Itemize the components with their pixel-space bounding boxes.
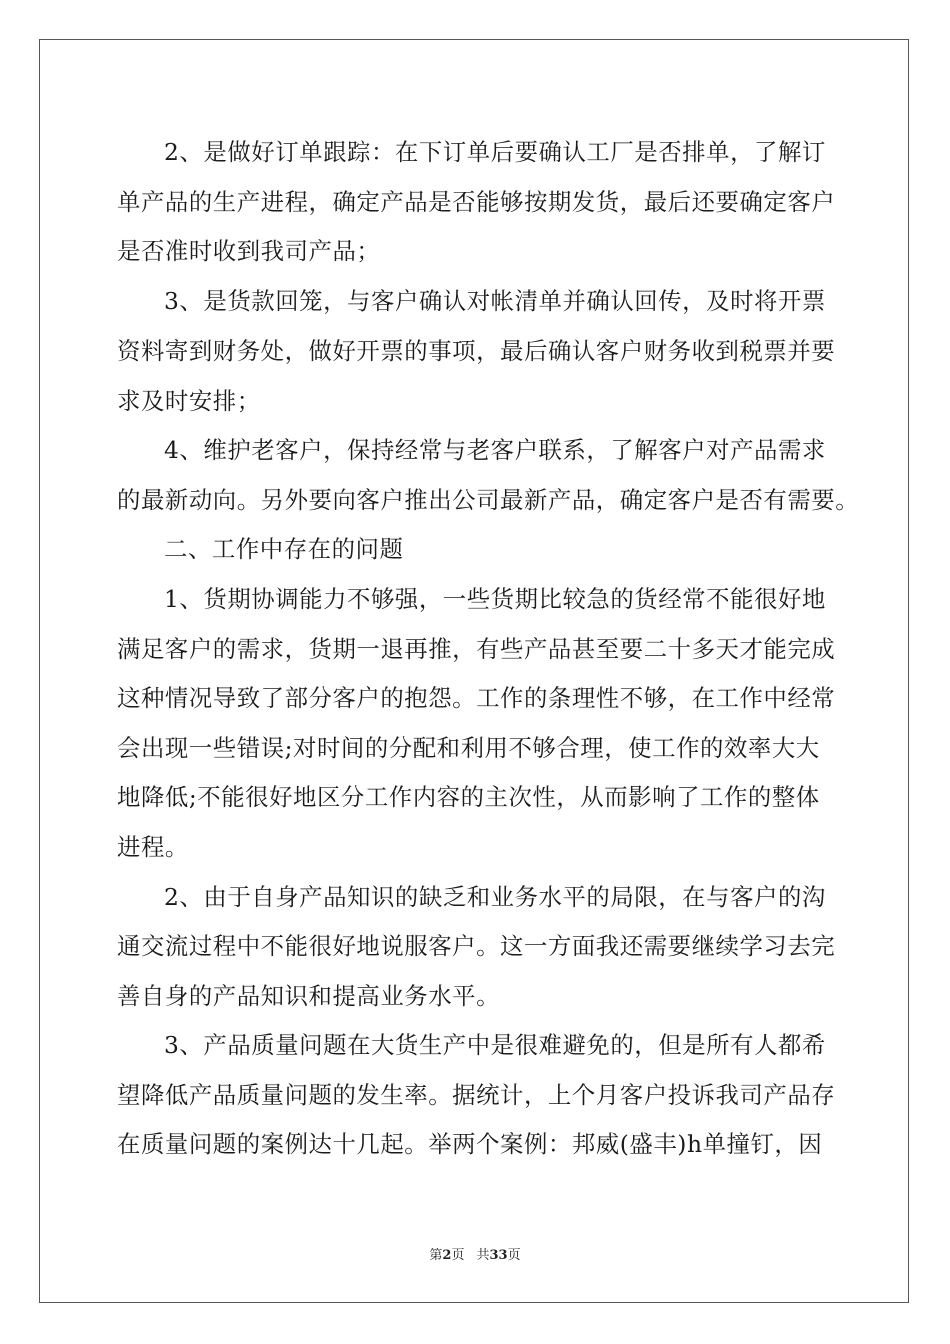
text-line: 进程。 bbox=[117, 833, 189, 861]
text-line: 在质量问题的案例达十几起。举两个案例：邦威(盛丰)h单撞钉，因 bbox=[117, 1130, 823, 1158]
text-line: 3、产品质量问题在大货生产中是很难避免的，但是所有人都希 bbox=[164, 1031, 826, 1059]
footer-total-prefix: 共 bbox=[476, 1248, 490, 1263]
text-line: 2、是做好订单跟踪：在下订单后要确认工厂是否排单，了解订 bbox=[164, 138, 826, 166]
text-line: 通交流过程中不能很好地说服客户。这一方面我还需要继续学习去完 bbox=[117, 932, 836, 960]
page-footer bbox=[0, 1244, 950, 1263]
current-page-number: 2 bbox=[442, 1248, 452, 1263]
text-line: 的最新动向。另外要向客户推出公司最新产品，确定客户是否有需要。 bbox=[117, 486, 860, 514]
text-line: 1、货期协调能力不够强，一些货期比较急的货经常不能很好地 bbox=[164, 585, 826, 613]
text-line: 这种情况导致了部分客户的抱怨。工作的条理性不够，在工作中经常 bbox=[117, 684, 836, 712]
footer-page-suffix: 页 bbox=[451, 1248, 465, 1263]
text-line: 3、是货款回笼，与客户确认对帐清单并确认回传，及时将开票 bbox=[164, 287, 826, 315]
text-line: 单产品的生产进程，确定产品是否能够按期发货，最后还要确定客户 bbox=[117, 188, 836, 216]
page-border bbox=[39, 39, 909, 1303]
text-line: 善自身的产品知识和提高业务水平。 bbox=[117, 982, 501, 1010]
text-line: 是否准时收到我司产品； bbox=[117, 237, 381, 265]
text-line: 满足客户的需求，货期一退再推，有些产品甚至要二十多天才能完成 bbox=[117, 635, 836, 663]
total-pages-number: 33 bbox=[489, 1248, 508, 1263]
text-line: 4、维护老客户，保持经常与老客户联系，了解客户对产品需求 bbox=[164, 436, 826, 464]
text-line: 2、由于自身产品知识的缺乏和业务水平的局限，在与客户的沟 bbox=[164, 883, 826, 911]
text-line: 望降低产品质量问题的发生率。据统计，上个月客户投诉我司产品存 bbox=[117, 1081, 836, 1109]
text-line: 会出现一些错误;对时间的分配和利用不够合理，使工作的效率大大 bbox=[117, 734, 820, 762]
text-line: 求及时安排； bbox=[117, 387, 261, 415]
footer-prefix: 第 bbox=[429, 1248, 443, 1263]
section-heading: 二、工作中存在的问题 bbox=[164, 535, 404, 563]
text-line: 资料寄到财务处，做好开票的事项，最后确认客户财务收到税票并要 bbox=[117, 337, 836, 365]
footer-total-suffix: 页 bbox=[507, 1248, 521, 1263]
text-line: 地降低;不能很好地区分工作内容的主次性，从而影响了工作的整体 bbox=[117, 783, 820, 811]
